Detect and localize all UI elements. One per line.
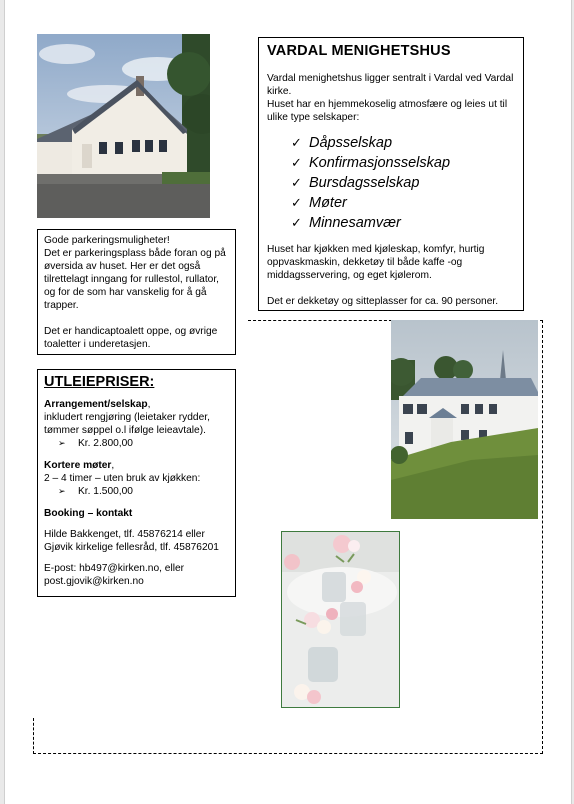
list-item: ✓ Bursdagsselskap — [291, 175, 420, 191]
booking-heading: Booking – kontakt — [44, 508, 133, 519]
intro-location: Vardal menighetshus ligger sentralt i Vardal ved Vardal kirke. — [267, 73, 514, 97]
meeting-price: Kr. 1.500,00 — [78, 486, 133, 497]
parking-box — [37, 229, 236, 355]
kitchen-text: Huset har kjøkken med kjøleskap, komfyr, hurtig oppvaskmaskin, dekketøy til både kaffe -og middagsservering, og eget kjølerom. — [267, 244, 485, 281]
meeting-price-heading: Kortere møter — [44, 460, 112, 471]
checkmark-icon: ✓ — [291, 215, 302, 230]
event-price-heading: Arrangement/selskap — [44, 399, 148, 410]
checkmark-icon: ✓ — [291, 175, 302, 190]
booking-contact-1: Hilde Bakkenget, tlf. 45876214 eller — [44, 529, 205, 540]
list-item: ✓ Dåpsselskap — [291, 135, 393, 151]
dashed-frame-left — [33, 718, 34, 754]
arrow-bullet-icon: ➢ — [58, 486, 66, 496]
dashed-frame-right — [542, 320, 543, 754]
prices-box: UTLEIEPRISER: Arrangement/selskap, inkludert rengjøring (leietaker rydder, tømmer søppel o.l ifølge leieavtale). ➢ Kr. 2.800,00 Kortere møter, 2 – 4 timer – uten bruk av kjøkken: ➢ Kr. 1.500,00 Booking – kontakt Hilde Bakkenget, tlf. 45876214 eller Gjøvik kirkelige fellesråd, tlf. 45876201 E-post: hb497@kirken.no, eller post.gjovik@kirken.no — [37, 369, 236, 597]
house-photo — [37, 34, 210, 218]
capacity-text: Det er dekketøy og sitteplasser for ca. 90 personer. — [267, 296, 499, 307]
toilet-text: Det er handicaptoalett oppe, og øvrige toaletter i underetasjen. — [44, 326, 218, 350]
list-item: ✓ Møter — [291, 195, 347, 211]
parking-heading: Gode parkeringsmuligheter! — [44, 235, 170, 246]
email-line-2: post.gjovik@kirken.no — [44, 576, 144, 587]
checkmark-icon: ✓ — [291, 135, 302, 150]
list-item: ✓ Minnesamvær — [291, 215, 401, 231]
prices-heading: UTLEIEPRISER: — [44, 374, 155, 390]
meeting-price-desc: 2 – 4 timer – uten bruk av kjøkken: — [44, 473, 201, 484]
table-decoration-photo — [281, 531, 400, 708]
church-photo — [391, 320, 538, 519]
intro-atmosphere: Huset har en hjemmekoselig atmosfære og leies ut til ulike type selskaper: — [267, 99, 508, 123]
arrow-bullet-icon: ➢ — [58, 438, 66, 448]
checkmark-icon: ✓ — [291, 155, 302, 170]
email-line-1: E-post: hb497@kirken.no, eller — [44, 563, 185, 574]
page-title: VARDAL MENIGHETSHUS — [267, 43, 451, 59]
list-item: ✓ Konfirmasjonsselskap — [291, 155, 451, 171]
dashed-frame-bottom — [33, 753, 543, 754]
event-price-desc: inkludert rengjøring (leietaker rydder, tømmer søppel o.l ifølge leieavtale). — [44, 412, 210, 436]
parking-text: Det er parkeringsplass både foran og på øversida av huset. Her er det også tilrettelagt inngang for rullestol, rullator, og for de som har vanskelig for å gå trapper. — [44, 248, 226, 311]
description-box — [258, 37, 524, 311]
event-list — [267, 133, 515, 233]
checkmark-icon: ✓ — [291, 195, 302, 210]
event-price: Kr. 2.800,00 — [78, 438, 133, 449]
booking-contact-2: Gjøvik kirkelige fellesråd, tlf. 45876201 — [44, 542, 219, 553]
